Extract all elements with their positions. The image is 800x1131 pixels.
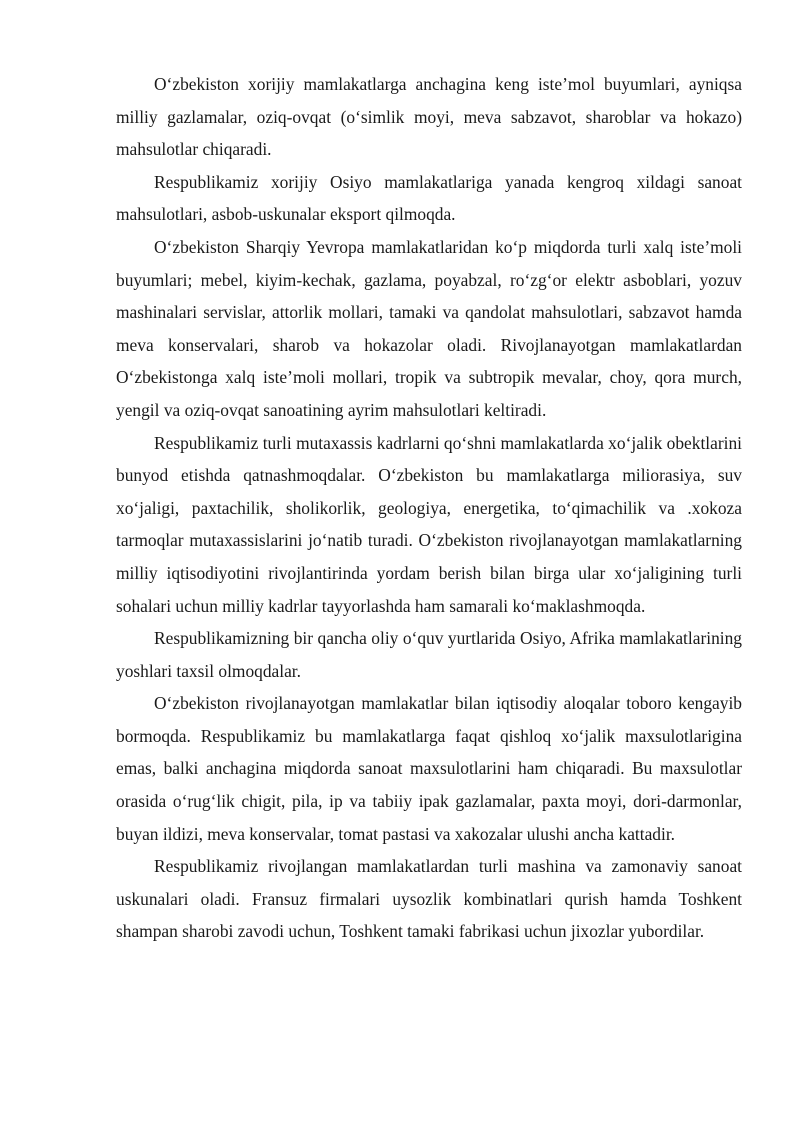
- paragraph-7: Respublikamiz rivojlangan mamlakatlardan turli mashina va zamonaviy sanoat uskunalari oladi. Fransuz firmalari uysozlik kombinatlari qurish hamda Toshkent shampan sharobi zavodi uchun, Toshkent tamaki fabrikasi uchun jixozlar yubordilar.: [116, 856, 742, 942]
- paragraph-6: O‘zbekiston rivojlanayotgan mamlakatlar bilan iqtisodiy aloqalar toboro kengayib bormoqda. Respublikamiz bu mamlakatlarga faqat qishloq xo‘jalik maxsulotlarigina emas, balki anchagina miqdorda sanoat maxsulotlarini ham chiqaradi. Bu maxsulotlar orasida o‘rug‘lik chigit, pila, ip va tabiiy ipak gazlamalar, paxta moyi, dori-darmonlar, buyan ildizi, meva konservalar, tomat pastasi va xakozalar ulushi ancha kattadir.: [116, 693, 742, 844]
- paragraph-1: O‘zbekiston xorijiy mamlakatlarga anchagina keng iste’mol buyumlari, ayniqsa milliy gazlamalar, oziq-ovqat (o‘simlik moyi, meva sabzavot, sharoblar va hokazo) mahsulotlar chiqaradi.: [116, 74, 742, 160]
- paragraph-5: Respublikamizning bir qancha oliy o‘quv yurtlarida Osiyo, Afrika mamlakatlarining yoshlari taxsil olmoqdalar.: [116, 628, 742, 681]
- document-page: [116, 68, 742, 948]
- paragraph-3: O‘zbekiston Sharqiy Yevropa mamlakatlaridan ko‘p miqdorda turli xalq iste’moli buyumlari; mebel, kiyim-kechak, gazlama, poyabzal, ro‘zg‘or elektr asboblari, yozuv mashinalari servislar, attorlik mollari, tamaki va qandolat mahsulotlari, sabzavot hamda meva konservalari, sharob va hokazolar oladi. Rivojlanayotgan mamlakatlardan O‘zbekistonga xalq iste’moli mollari, tropik va subtropik mevalar, choy, qora murch, yengil va oziq-ovqat sanoatining ayrim mahsulotlari keltiradi.: [116, 236, 742, 420]
- paragraph-4: Respublikamiz turli mutaxassis kadrlarni qo‘shni mamlakatlarda xo‘jalik obektlarini bunyod etishda qatnashmoqdalar. O‘zbekiston bu mamlakatlarga miliorasiya, suv xo‘jaligi, paxtachilik, sholikorlik, geologiya, energetika, to‘qimachilik va .xokoza tarmoqlar mutaxassislarini jo‘natib turadi. O‘zbekiston rivojlanayotgan mamlakatlarning milliy iqtisodiyotini rivojlantirinda yordam berish bilan birga ular xo‘jaligining turli sohalari uchun milliy kadrlar tayyorlashda ham samarali ko‘maklashmoqda.: [116, 432, 742, 616]
- paragraph-2: Respublikamiz xorijiy Osiyo mamlakatlariga yanada kengroq xildagi sanoat mahsulotlari, asbob-uskunalar eksport qilmoqda.: [116, 171, 742, 225]
